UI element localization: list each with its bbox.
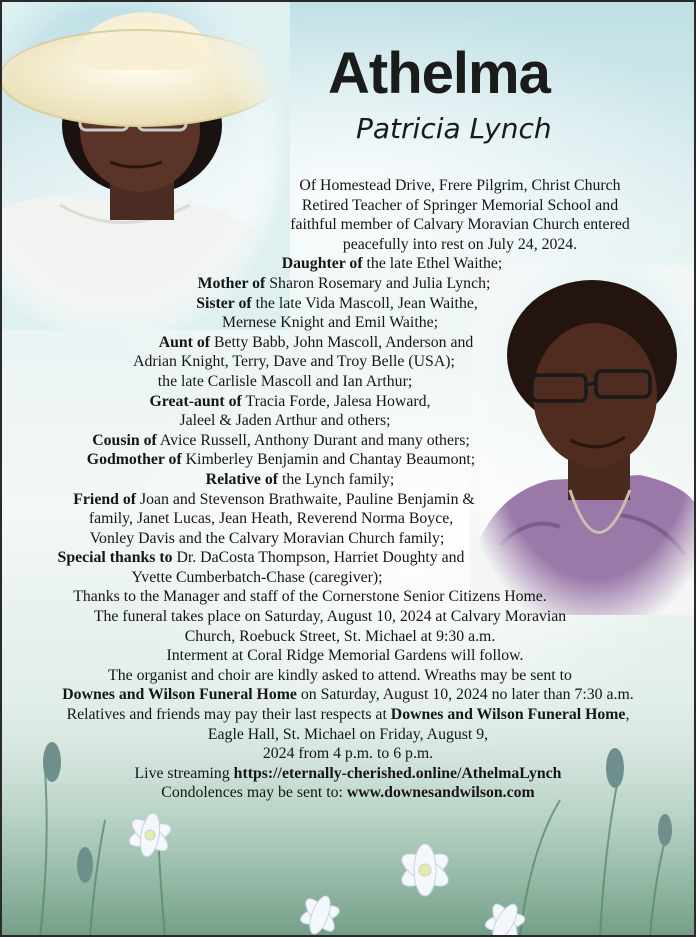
text-run: The organist and choir are kindly asked to attend. Wreaths may be sent to <box>108 666 572 684</box>
text-run: Church, Roebuck Street, St. Michael at 9:30 a.m. <box>184 627 496 645</box>
text-bold: Special thanks to <box>57 549 173 567</box>
text-line <box>0 666 688 686</box>
text-run: Live streaming <box>134 764 234 782</box>
text-line <box>0 646 693 666</box>
text-run: 2024 from 4 p.m. to 6 p.m. <box>262 745 434 763</box>
text-bold: www.downesandwilson.com <box>346 784 535 802</box>
text-line <box>0 764 696 784</box>
text-line <box>0 294 685 314</box>
text-line <box>0 587 658 607</box>
text-bold: Downes and Wilson Funeral Home <box>390 706 626 724</box>
text-run: Of Homestead Drive, Frere Pilgrim, Christ Church <box>299 177 621 194</box>
text-line <box>0 529 615 549</box>
text-run: Mernese Knight and Emil Waithe; <box>221 314 439 332</box>
text-run: Tracia Forde, Jalesa Howard, <box>241 392 431 410</box>
text-line <box>0 509 619 529</box>
text-run: Jaleel & Jaden Arthur and others; <box>179 412 391 430</box>
text-line <box>0 548 609 568</box>
text-run: Vonley Davis and the Calvary Moravian Church family; <box>89 529 445 547</box>
text-bold: https://eternally-cherished.online/AthelmaLynch <box>233 764 562 782</box>
text-run: peacefully into rest on July 24, 2024. <box>342 235 578 253</box>
text-run: the Lynch family; <box>278 470 395 488</box>
text-line <box>0 725 696 745</box>
text-bold: Cousin of <box>92 431 157 449</box>
text-run: family, Janet Lucas, Jean Heath, Reverend Norma Boyce, <box>88 510 454 528</box>
text-bold: Sister of <box>196 294 252 312</box>
text-run: the late Carlisle Mascoll and Ian Arthur; <box>157 372 413 390</box>
text-run: Dr. DaCosta Thompson, Harriet Doughty and <box>172 549 465 567</box>
text-line <box>0 274 692 294</box>
name-rest: Patricia Lynch <box>356 112 552 145</box>
text-line <box>112 235 696 255</box>
text-run: Yvette Cumberbatch-Chase (caregiver); <box>131 568 383 586</box>
text-run: Interment at Coral Ridge Memorial Gardens will follow. <box>166 647 524 665</box>
text-bold: Relative of <box>205 470 279 488</box>
text-run: Adrian Knight, Terry, Dave and Troy Belle (USA); <box>133 353 455 371</box>
obituary-text <box>0 176 696 803</box>
text-line <box>0 450 629 470</box>
text-line <box>0 470 648 490</box>
text-run: the late Vida Mascoll, Jean Waithe, <box>251 294 478 312</box>
text-bold: Downes and Wilson Funeral Home <box>62 686 297 704</box>
text-run: Condolences may be sent to: <box>161 784 347 802</box>
text-line <box>112 176 696 196</box>
text-bold: Aunt of <box>158 333 211 351</box>
text-run: , <box>625 706 630 724</box>
text-bold: Mother of <box>197 274 266 292</box>
text-run: on Saturday, August 10, 2024 no later than 7:30 a.m. <box>296 686 634 704</box>
name-first: Athelma <box>328 41 550 106</box>
text-line <box>0 705 696 725</box>
text-run: Kimberley Benjamin and Chantay Beaumont; <box>181 451 476 469</box>
text-line <box>0 568 605 588</box>
text-run: faithful member of Calvary Moravian Church entered <box>290 216 630 234</box>
text-line <box>0 352 642 372</box>
text-line <box>0 783 696 803</box>
text-run: Sharon Rosemary and Julia Lynch; <box>265 274 491 292</box>
text-line <box>0 685 696 705</box>
text-bold: Daughter of <box>281 255 363 273</box>
text-bold: Friend of <box>73 490 137 508</box>
text-run: Retired Teacher of Springer Memorial School and <box>301 196 619 214</box>
text-run: Betty Babb, John Mascoll, Anderson and <box>210 333 474 351</box>
text-line <box>0 411 633 431</box>
text-line <box>0 313 678 333</box>
text-line <box>0 490 622 510</box>
text-run: Avice Russell, Anthony Durant and many others; <box>156 431 470 449</box>
text-run: Joan and Stevenson Brathwaite, Pauline Benjamin & <box>136 490 475 508</box>
text-line <box>112 196 696 216</box>
text-run: Relatives and friends may pay their last respects at <box>66 706 391 724</box>
text-run: Eagle Hall, St. Michael on Friday, August 9, <box>207 725 489 743</box>
text-bold: Godmother of <box>86 451 182 469</box>
text-run: the late Ethel Waithe; <box>362 255 503 273</box>
text-line <box>0 744 696 764</box>
text-run: The funeral takes place on Saturday, August 10, 2024 at Calvary Moravian <box>93 608 567 626</box>
text-line <box>0 333 664 353</box>
text-line <box>0 607 678 627</box>
text-line <box>44 254 696 274</box>
text-line <box>0 627 688 647</box>
text-line <box>0 431 629 451</box>
text-line <box>0 392 638 412</box>
text-line <box>112 215 696 235</box>
text-run: Thanks to the Manager and staff of the Cornerstone Senior Citizens Home. <box>73 588 547 606</box>
text-bold: Great-aunt of <box>149 392 242 410</box>
text-line <box>0 372 633 392</box>
